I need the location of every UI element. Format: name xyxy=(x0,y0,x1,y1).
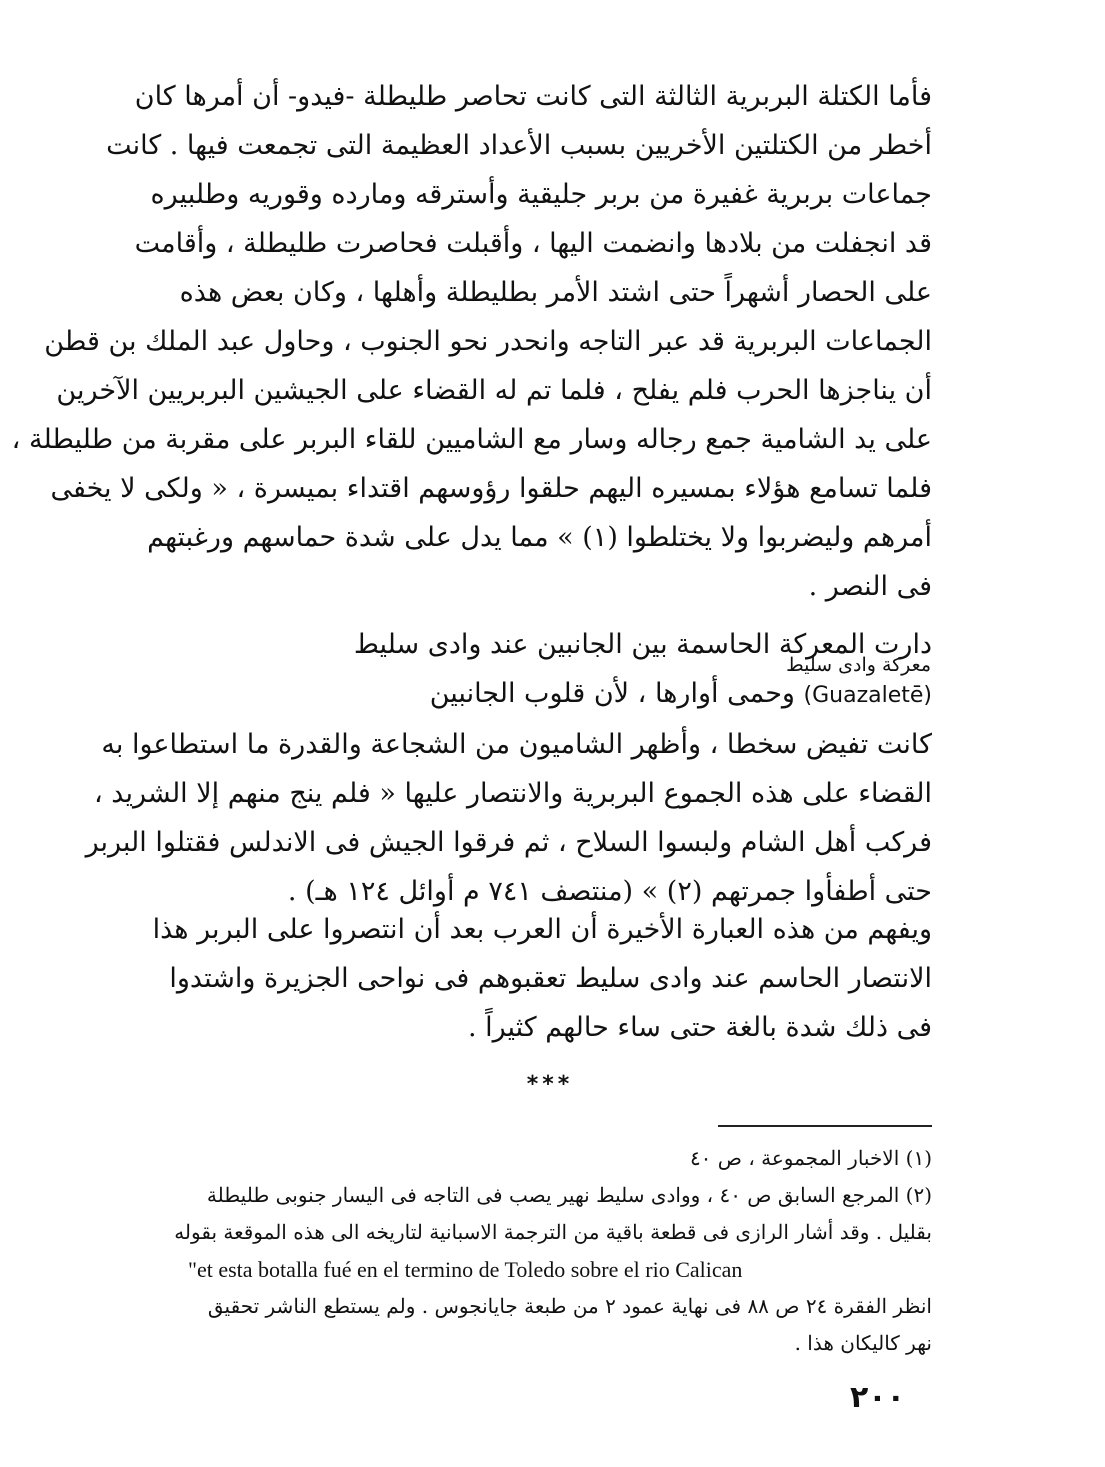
paragraph-1-line: على الحصار أشهراً حتى اشتد الأمر بطليطلة وأهلها ، وكان بعض هذه xyxy=(179,277,932,308)
footnote-latin-quote: "et esta botalla fué en el termino de Toledo sobre el rio Calican xyxy=(188,1257,743,1282)
paragraph-2-line: دارت المعركة الحاسمة بين الجانبين عند وادى سليط xyxy=(353,629,932,660)
paragraph-1-line: أمرهم وليضربوا ولا يختلطوا (١) » مما يدل على شدة حماسهم ورغبتهم xyxy=(147,522,932,553)
paragraph-2-full-lines xyxy=(85,720,932,916)
footnote-line: انظر الفقرة ٢٤ ص ٨٨ فى نهاية عمود ٢ من طبعة جايانجوس . ولم يستطع الناشر تحقيق xyxy=(207,1294,932,1318)
paragraph-2 xyxy=(85,620,932,916)
footnote-line: (١) الاخبار المجموعة ، ص ٤٠ xyxy=(689,1146,932,1170)
paragraph-3-line: الانتصار الحاسم عند وادى سليط تعقبوهم فى نواحى الجزيرة واشتدوا xyxy=(169,963,932,994)
margin-note-heading: معركة وادى سليط xyxy=(786,654,931,676)
paragraph-1-line: الجماعات البربرية قد عبر التاجه وانحدر نحو الجنوب ، وحاول عبد الملك بن قطن xyxy=(44,326,932,357)
page-number: ٢٠٠ xyxy=(850,1380,905,1415)
paragraph-2-line: فركب أهل الشام ولبسوا السلاح ، ثم فرقوا الجيش فى الاندلس فقتلوا البربر xyxy=(85,827,932,858)
section-separator: *** xyxy=(526,1072,574,1097)
paragraph-3-line: ويفهم من هذه العبارة الأخيرة أن العرب بعد أن انتصروا على البربر هذا xyxy=(152,914,932,945)
paragraph-1-line: على يد الشامية جمع رجاله وسار مع الشاميين للقاء البربر على مقربة من طليطلة ، xyxy=(11,424,932,455)
footnote-line: (٢) المرجع السابق ص ٤٠ ، ووادى سليط نهير يصب فى التاجه فى اليسار جنوبى طليطلة xyxy=(206,1183,932,1207)
latin-place-name: (Guazaletē) xyxy=(803,683,932,708)
paragraph-2-indented-lines xyxy=(353,620,932,720)
paragraph-1-line: فأما الكتلة البربرية الثالثة التى كانت تحاصر طليطلة -فيدو- أن أمرها كان xyxy=(134,81,932,112)
paragraph-2-line: حتى أطفأوا جمرتهم (٢) » (منتصف ٧٤١ م أوائل ١٢٤ هـ) . xyxy=(287,876,932,907)
footnote-line: نهر كاليكان هذا . xyxy=(794,1331,932,1355)
paragraph-1 xyxy=(11,72,932,611)
paragraph-1-line: أخطر من الكتلتين الأخريين بسبب الأعداد العظيمة التى تجمعت فيها . كانت xyxy=(106,130,932,161)
footnotes xyxy=(174,1140,932,1362)
paragraph-2-line: كانت تفيض سخطا ، وأظهر الشاميون من الشجاعة والقدرة ما استطاعوا به xyxy=(101,729,932,760)
footnote-divider xyxy=(718,1125,932,1127)
paragraph-2-line xyxy=(412,669,932,720)
paragraph-2-line-text: وحمى أوارها ، لأن قلوب الجانبين xyxy=(429,678,795,709)
paragraph-1-line: قد انجفلت من بلادها وانضمت اليها ، وأقبلت فحاصرت طليطلة ، وأقامت xyxy=(134,228,932,259)
footnote-line: بقليل . وقد أشار الرازى فى قطعة باقية من الترجمة الاسبانية لتاريخه الى هذه الموقعة بقوله xyxy=(174,1220,932,1244)
paragraph-1-line: فلما تسامع هؤلاء بمسيره اليهم حلقوا رؤوسهم اقتداء بميسرة ، « ولكى لا يخفى xyxy=(50,473,932,504)
paragraph-1-line: فى النصر . xyxy=(808,571,932,602)
paragraph-1-line: أن يناجزها الحرب فلم يفلح ، فلما تم له القضاء على الجيشين البربريين الآخرين xyxy=(56,375,932,406)
paragraph-1-line: جماعات بربرية غفيرة من بربر جليقية وأسترقه ومارده وقوريه وطلبيره xyxy=(150,179,932,210)
paragraph-3-line: فى ذلك شدة بالغة حتى ساء حالهم كثيراً . xyxy=(467,1012,932,1043)
paragraph-2-line: القضاء على هذه الجموع البربرية والانتصار عليها « فلم ينج منهم إلا الشريد ، xyxy=(93,778,932,809)
paragraph-3 xyxy=(152,905,932,1052)
